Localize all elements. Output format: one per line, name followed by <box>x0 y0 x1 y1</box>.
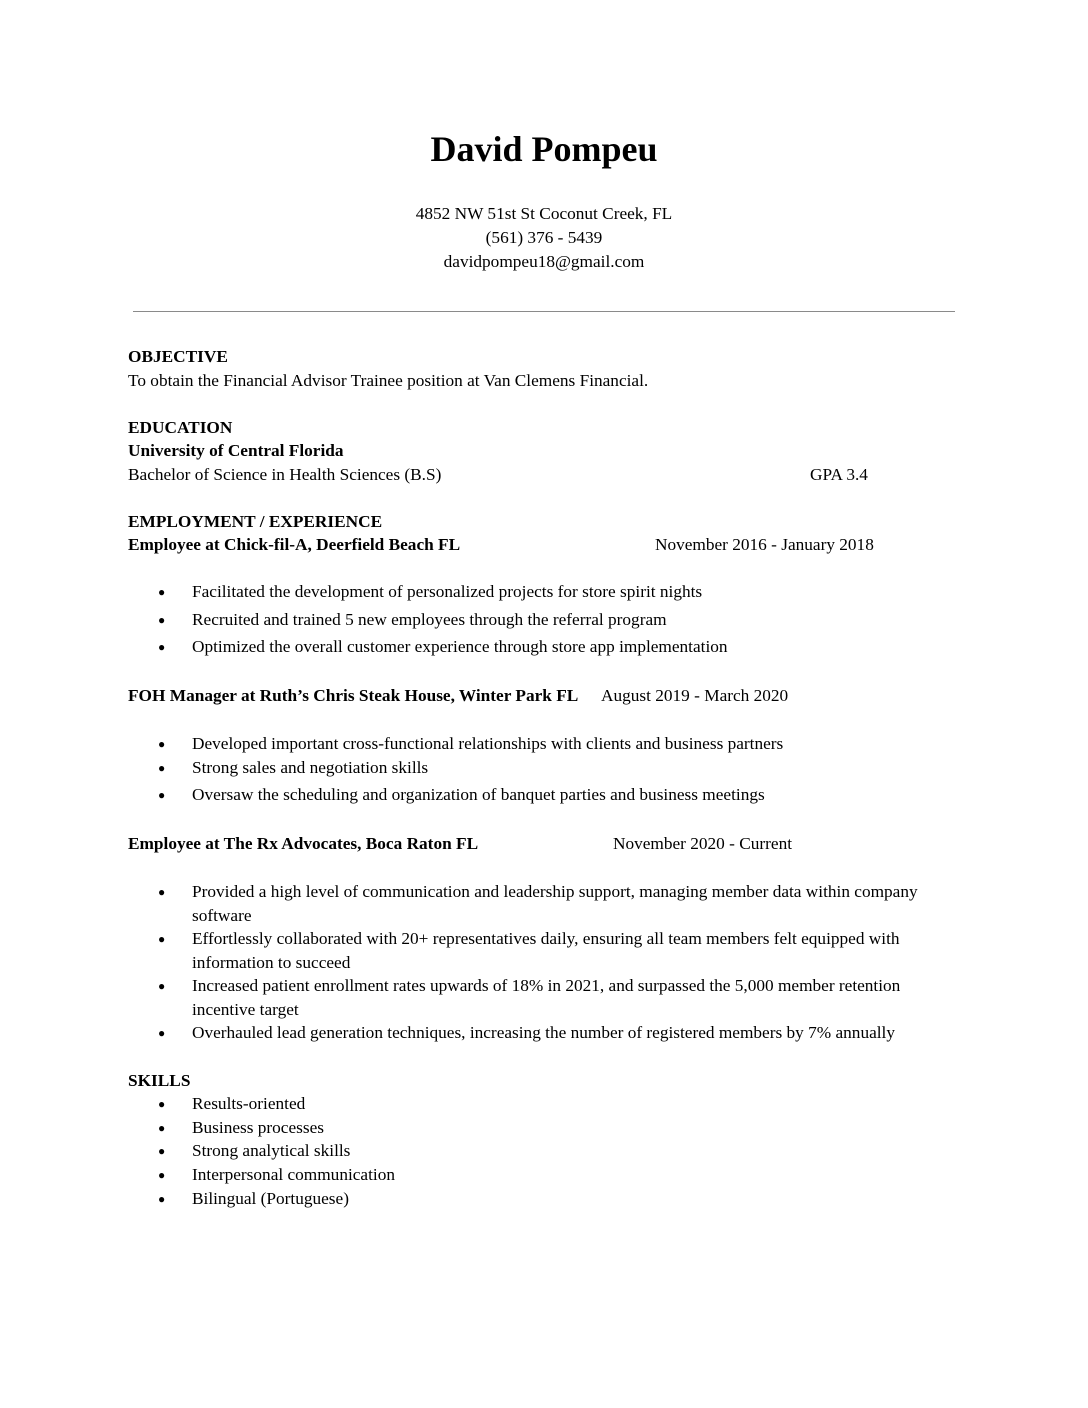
resume-name: David Pompeu <box>430 129 658 169</box>
bullet-icon: ● <box>158 1121 166 1135</box>
bullet-icon: ● <box>158 1026 166 1040</box>
employment-heading: EMPLOYMENT / EXPERIENCE <box>128 512 383 531</box>
education-school: University of Central Florida <box>128 441 344 460</box>
job-title: Employee at The Rx Advocates, Boca Raton FL <box>128 834 479 853</box>
job-bullet-line: information to succeed <box>192 953 351 972</box>
bullet-icon: ● <box>158 788 166 802</box>
job-bullet-line: Overhauled lead generation techniques, increasing the number of registered members by 7% annually <box>192 1023 895 1042</box>
job-dates: August 2019 - March 2020 <box>601 686 789 705</box>
objective-heading: OBJECTIVE <box>128 347 228 366</box>
skills-heading: SKILLS <box>128 1071 191 1090</box>
job-bullet-line: incentive target <box>192 1000 299 1019</box>
skill-item: Results-oriented <box>192 1094 306 1113</box>
bullet-icon: ● <box>158 585 166 599</box>
education-gpa: GPA 3.4 <box>810 465 868 484</box>
skill-item: Interpersonal communication <box>192 1165 395 1184</box>
job-dates: November 2016 - January 2018 <box>655 535 874 554</box>
bullet-icon: ● <box>158 613 166 627</box>
job-bullet: Oversaw the scheduling and organization of banquet parties and business meetings <box>192 785 765 804</box>
bullet-icon: ● <box>158 1097 166 1111</box>
job-title: Employee at Chick-fil-A, Deerfield Beach FL <box>128 535 461 554</box>
bullet-icon: ● <box>158 737 166 751</box>
bullet-icon: ● <box>158 1144 166 1158</box>
job-bullet-line: Provided a high level of communication and leadership support, managing member data within company <box>192 882 918 901</box>
job-bullet-line: software <box>192 906 252 925</box>
skill-item: Strong analytical skills <box>192 1141 351 1160</box>
objective-text: To obtain the Financial Advisor Trainee position at Van Clemens Financial. <box>128 371 649 390</box>
job-bullet-line: Increased patient enrollment rates upwards of 18% in 2021, and surpassed the 5,000 member retention <box>192 976 901 995</box>
job-bullet: Strong sales and negotiation skills <box>192 758 429 777</box>
job-bullet-line: Effortlessly collaborated with 20+ representatives daily, ensuring all team members felt equipped with <box>192 929 900 948</box>
bullet-icon: ● <box>158 761 166 775</box>
bullet-icon: ● <box>158 1192 166 1206</box>
job-dates: November 2020 - Current <box>613 834 793 853</box>
header-divider <box>133 311 955 312</box>
bullet-icon: ● <box>158 932 166 946</box>
contact-address: 4852 NW 51st St Coconut Creek, FL <box>415 204 673 223</box>
bullet-icon: ● <box>158 1168 166 1182</box>
skill-item: Business processes <box>192 1118 324 1137</box>
job-title: FOH Manager at Ruth’s Chris Steak House, Winter Park FL <box>128 686 579 705</box>
job-bullet: Optimized the overall customer experience through store app implementation <box>192 637 728 656</box>
job-bullet: Facilitated the development of personalized projects for store spirit nights <box>192 582 703 601</box>
education-heading: EDUCATION <box>128 418 233 437</box>
contact-email: davidpompeu18@gmail.com <box>443 252 645 271</box>
bullet-icon: ● <box>158 640 166 654</box>
contact-phone: (561) 376 - 5439 <box>485 228 603 247</box>
job-bullet: Recruited and trained 5 new employees through the referral program <box>192 610 667 629</box>
bullet-icon: ● <box>158 979 166 993</box>
bullet-icon: ● <box>158 885 166 899</box>
education-degree: Bachelor of Science in Health Sciences (B.S) <box>128 465 442 484</box>
skill-item: Bilingual (Portuguese) <box>192 1189 349 1208</box>
job-bullet: Developed important cross-functional relationships with clients and business partners <box>192 734 784 753</box>
